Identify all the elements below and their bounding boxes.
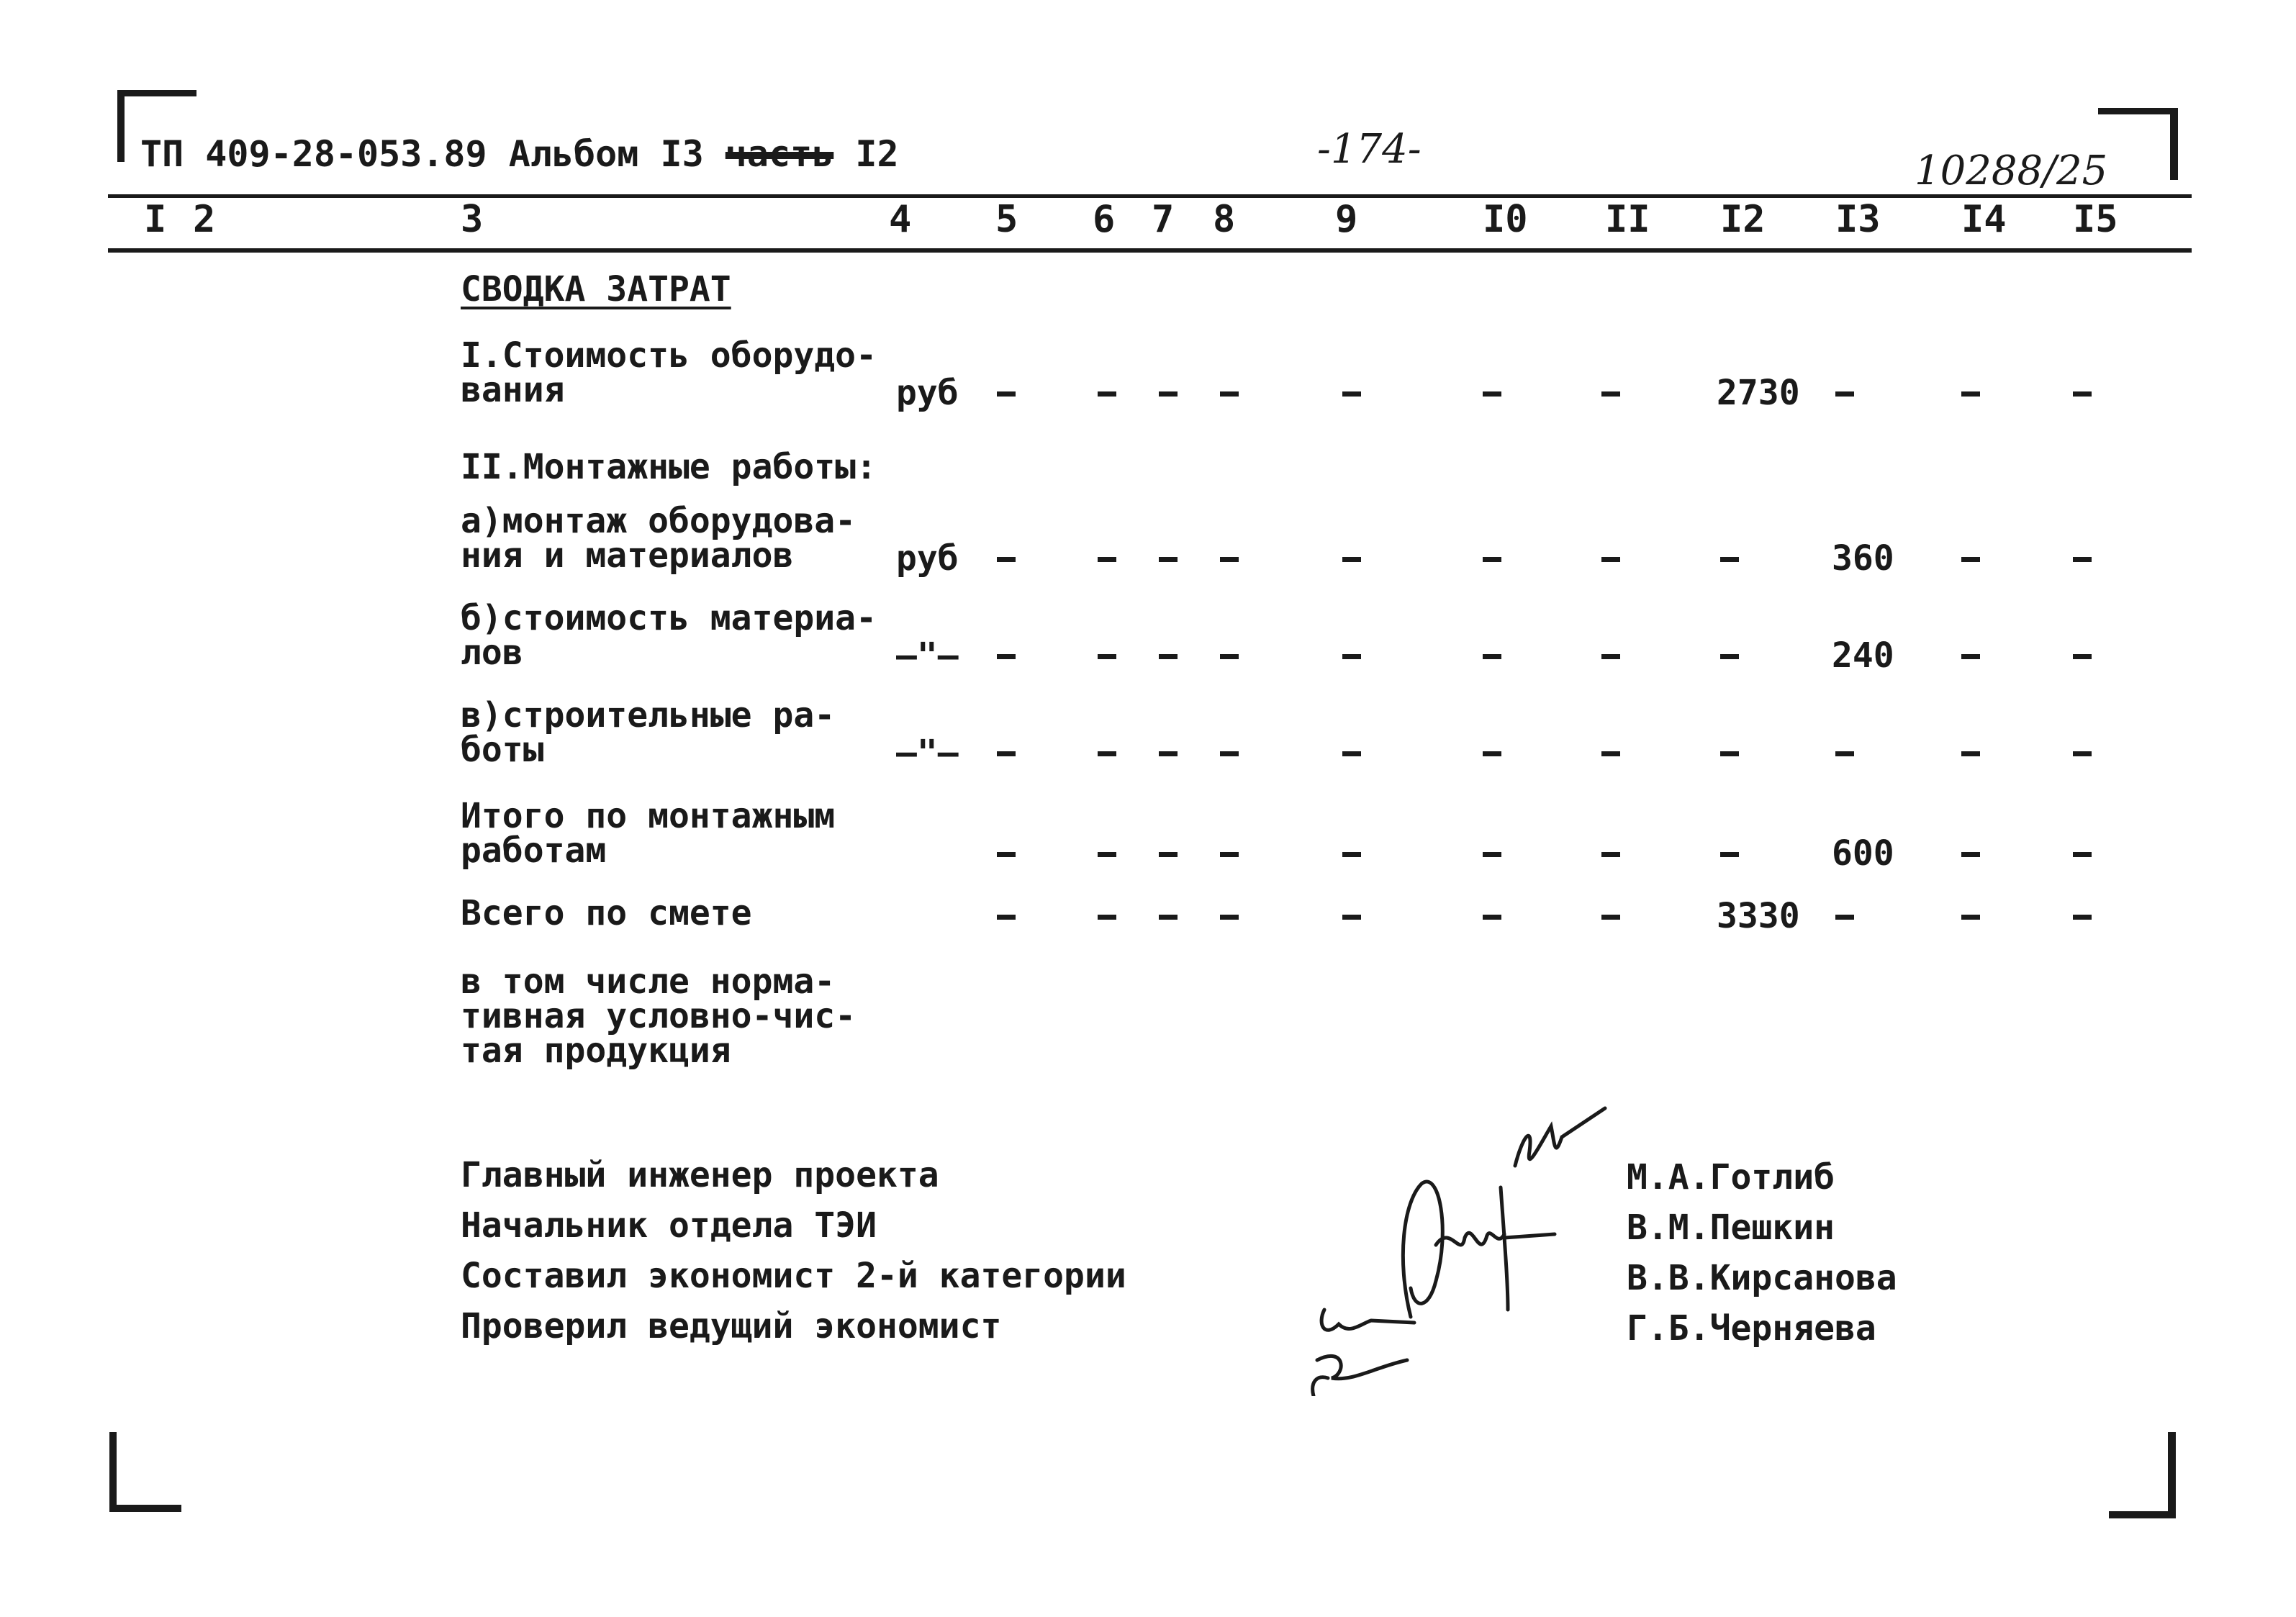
archive-code: 10288/25 bbox=[1915, 148, 2108, 194]
empty-dash-cell bbox=[997, 733, 1016, 773]
dash-mark bbox=[997, 557, 1016, 562]
row-label: боты bbox=[461, 730, 544, 770]
empty-dash-cell bbox=[1342, 635, 1361, 676]
row-label: тая продукция bbox=[461, 1031, 731, 1071]
empty-dash-cell bbox=[1483, 733, 1501, 773]
dash-mark bbox=[1220, 391, 1239, 397]
empty-dash-cell bbox=[1601, 538, 1620, 579]
column-number: II bbox=[1605, 198, 1650, 241]
column-number: I0 bbox=[1483, 198, 1528, 241]
dash-mark bbox=[1220, 557, 1239, 562]
empty-dash-cell bbox=[1159, 733, 1178, 773]
signature-role: Начальник отдела ТЭИ bbox=[461, 1205, 877, 1246]
column-number: 4 bbox=[889, 198, 912, 241]
part-number: I2 bbox=[855, 133, 899, 175]
dash-mark bbox=[2073, 915, 2092, 920]
dash-mark bbox=[2073, 654, 2092, 659]
column-number: 7 bbox=[1152, 198, 1175, 241]
dash-mark bbox=[1159, 654, 1178, 659]
dash-mark bbox=[1098, 915, 1116, 920]
dash-mark bbox=[1601, 391, 1620, 397]
empty-dash-cell bbox=[2073, 635, 2092, 676]
dash-mark bbox=[1601, 751, 1620, 756]
empty-dash-cell bbox=[1220, 833, 1239, 874]
empty-dash-cell bbox=[1159, 538, 1178, 579]
struck-word: часть bbox=[725, 133, 834, 175]
empty-dash-cell bbox=[1483, 833, 1501, 874]
signature-name: В.В.Кирсанова bbox=[1627, 1258, 1897, 1298]
dash-mark bbox=[1601, 915, 1620, 920]
document-reference bbox=[140, 133, 899, 175]
dash-mark bbox=[1220, 751, 1239, 756]
empty-dash-cell bbox=[1220, 896, 1239, 936]
doc-ref-text: ТП 409-28-053.89 Альбом I3 bbox=[140, 133, 704, 175]
dash-mark bbox=[1342, 915, 1361, 920]
empty-dash-cell bbox=[1720, 733, 1739, 773]
empty-dash-cell bbox=[997, 373, 1016, 413]
corner-bracket-bottom-right-v bbox=[2168, 1432, 2176, 1518]
column-number: 9 bbox=[1335, 198, 1358, 241]
column-number: I5 bbox=[2073, 198, 2118, 241]
dash-mark bbox=[1220, 654, 1239, 659]
dash-mark bbox=[1835, 751, 1854, 756]
row-label: II.Монтажные работы: bbox=[461, 447, 877, 487]
unit-cell: руб bbox=[896, 538, 959, 579]
signature-role: Составил экономист 2-й категории bbox=[461, 1256, 1126, 1296]
empty-dash-cell bbox=[1483, 896, 1501, 936]
empty-dash-cell bbox=[997, 833, 1016, 874]
dash-mark bbox=[1342, 557, 1361, 562]
column-number: I3 bbox=[1835, 198, 1881, 241]
empty-dash-cell bbox=[1601, 833, 1620, 874]
signature-role: Главный инженер проекта bbox=[461, 1155, 939, 1195]
dash-mark bbox=[1159, 751, 1178, 756]
signature-name: Г.Б.Черняева bbox=[1627, 1308, 1876, 1349]
dash-mark bbox=[1483, 852, 1501, 857]
empty-dash-cell bbox=[1220, 733, 1239, 773]
dash-mark bbox=[2073, 751, 2092, 756]
dash-mark bbox=[1720, 654, 1739, 659]
empty-dash-cell bbox=[2073, 538, 2092, 579]
empty-dash-cell bbox=[1961, 538, 1980, 579]
empty-dash-cell bbox=[1342, 733, 1361, 773]
dash-mark bbox=[1720, 751, 1739, 756]
dash-mark bbox=[1961, 557, 1980, 562]
corner-bracket-bottom-left-v bbox=[109, 1432, 117, 1511]
row-label: лов bbox=[461, 633, 523, 673]
corner-bracket-top-right-v bbox=[2170, 108, 2178, 180]
dash-mark bbox=[1483, 915, 1501, 920]
column-number: 2 bbox=[193, 198, 216, 241]
column-number: I4 bbox=[1961, 198, 2007, 241]
empty-dash-cell bbox=[997, 538, 1016, 579]
row-label: в)строительные ра- bbox=[461, 695, 836, 735]
dash-mark bbox=[2073, 391, 2092, 397]
dash-mark bbox=[1220, 915, 1239, 920]
column-number: 6 bbox=[1093, 198, 1116, 241]
empty-dash-cell bbox=[1098, 896, 1116, 936]
column-number: 5 bbox=[995, 198, 1018, 241]
row-label: вания bbox=[461, 370, 565, 410]
empty-dash-cell bbox=[1220, 373, 1239, 413]
empty-dash-cell bbox=[1159, 833, 1178, 874]
corner-bracket-bottom-left-h bbox=[109, 1505, 181, 1512]
dash-mark bbox=[1342, 391, 1361, 397]
empty-dash-cell bbox=[1220, 538, 1239, 579]
empty-dash-cell bbox=[1601, 733, 1620, 773]
row-label: Всего по смете bbox=[461, 893, 752, 933]
empty-dash-cell bbox=[1342, 896, 1361, 936]
row-label: в том числе норма- bbox=[461, 961, 836, 1002]
empty-dash-cell bbox=[1835, 373, 1854, 413]
empty-dash-cell bbox=[1601, 373, 1620, 413]
dash-mark bbox=[1720, 557, 1739, 562]
dash-mark bbox=[1961, 915, 1980, 920]
value-cell: 2730 bbox=[1717, 373, 1800, 413]
empty-dash-cell bbox=[1483, 373, 1501, 413]
empty-dash-cell bbox=[1961, 896, 1980, 936]
row-label: работам bbox=[461, 830, 607, 871]
dash-mark bbox=[1483, 391, 1501, 397]
empty-dash-cell bbox=[1098, 833, 1116, 874]
empty-dash-cell bbox=[997, 896, 1016, 936]
column-number: I bbox=[144, 198, 167, 241]
empty-dash-cell bbox=[997, 635, 1016, 676]
row-label: ния и материалов bbox=[461, 535, 794, 576]
column-number: I2 bbox=[1720, 198, 1766, 241]
empty-dash-cell bbox=[2073, 733, 2092, 773]
empty-dash-cell bbox=[1483, 538, 1501, 579]
value-cell: 240 bbox=[1832, 635, 1894, 676]
signature-role: Проверил ведущий экономист bbox=[461, 1306, 1002, 1346]
value-cell: 3330 bbox=[1717, 896, 1800, 936]
dash-mark bbox=[1098, 557, 1116, 562]
dash-mark bbox=[1483, 751, 1501, 756]
unit-cell: руб bbox=[896, 373, 959, 413]
dash-mark bbox=[997, 852, 1016, 857]
row-label: б)стоимость материа- bbox=[461, 598, 877, 638]
dash-mark bbox=[1342, 654, 1361, 659]
dash-mark bbox=[2073, 852, 2092, 857]
corner-bracket-bottom-right-h bbox=[2109, 1511, 2176, 1518]
empty-dash-cell bbox=[1342, 833, 1361, 874]
dash-mark bbox=[1098, 852, 1116, 857]
empty-dash-cell bbox=[1720, 833, 1739, 874]
dash-mark bbox=[1961, 391, 1980, 397]
dash-mark bbox=[1098, 391, 1116, 397]
empty-dash-cell bbox=[1342, 538, 1361, 579]
dash-mark bbox=[2073, 557, 2092, 562]
dash-mark bbox=[1159, 391, 1178, 397]
empty-dash-cell bbox=[1159, 635, 1178, 676]
dash-mark bbox=[1098, 654, 1116, 659]
empty-dash-cell bbox=[1601, 635, 1620, 676]
corner-bracket-top-left-h bbox=[117, 90, 196, 96]
dash-mark bbox=[1601, 852, 1620, 857]
dash-mark bbox=[1342, 751, 1361, 756]
empty-dash-cell bbox=[2073, 896, 2092, 936]
unit-cell: –"– bbox=[896, 733, 959, 773]
value-cell: 360 bbox=[1832, 538, 1894, 579]
dash-mark bbox=[997, 751, 1016, 756]
handwritten-signatures bbox=[1267, 1094, 1627, 1396]
dash-mark bbox=[1961, 751, 1980, 756]
empty-dash-cell bbox=[1835, 896, 1854, 936]
dash-mark bbox=[1483, 654, 1501, 659]
dash-mark bbox=[1483, 557, 1501, 562]
empty-dash-cell bbox=[2073, 373, 2092, 413]
empty-dash-cell bbox=[2073, 833, 2092, 874]
header-rule-bottom bbox=[108, 248, 2192, 253]
dash-mark bbox=[997, 391, 1016, 397]
empty-dash-cell bbox=[1159, 373, 1178, 413]
row-label: а)монтаж оборудова- bbox=[461, 501, 857, 541]
empty-dash-cell bbox=[1961, 733, 1980, 773]
empty-dash-cell bbox=[1098, 538, 1116, 579]
unit-cell: –"– bbox=[896, 635, 959, 676]
dash-mark bbox=[1835, 391, 1854, 397]
empty-dash-cell bbox=[1961, 833, 1980, 874]
dash-mark bbox=[1720, 852, 1739, 857]
empty-dash-cell bbox=[1961, 373, 1980, 413]
dash-mark bbox=[997, 654, 1016, 659]
row-label: I.Стоимость оборудо- bbox=[461, 335, 877, 376]
empty-dash-cell bbox=[1483, 635, 1501, 676]
dash-mark bbox=[1601, 557, 1620, 562]
column-number: 8 bbox=[1213, 198, 1236, 241]
dash-mark bbox=[1961, 654, 1980, 659]
empty-dash-cell bbox=[1098, 635, 1116, 676]
dash-mark bbox=[1961, 852, 1980, 857]
dash-mark bbox=[997, 915, 1016, 920]
dash-mark bbox=[1342, 852, 1361, 857]
row-label: Итого по монтажным bbox=[461, 796, 836, 836]
empty-dash-cell bbox=[1720, 538, 1739, 579]
corner-bracket-top-left-v bbox=[117, 90, 125, 162]
signature-name: М.А.Готлиб bbox=[1627, 1157, 1835, 1197]
empty-dash-cell bbox=[1961, 635, 1980, 676]
dash-mark bbox=[1835, 915, 1854, 920]
empty-dash-cell bbox=[1342, 373, 1361, 413]
row-label: тивная условно-чис- bbox=[461, 996, 857, 1036]
corner-bracket-top-right-h bbox=[2098, 108, 2178, 114]
section-title: СВОДКА ЗАТРАТ bbox=[461, 269, 731, 309]
empty-dash-cell bbox=[1098, 373, 1116, 413]
page-number: -174- bbox=[1317, 126, 1422, 173]
value-cell: 600 bbox=[1832, 833, 1894, 874]
dash-mark bbox=[1159, 557, 1178, 562]
empty-dash-cell bbox=[1601, 896, 1620, 936]
signature-name: В.М.Пешкин bbox=[1627, 1208, 1835, 1248]
empty-dash-cell bbox=[1159, 896, 1178, 936]
dash-mark bbox=[1159, 852, 1178, 857]
dash-mark bbox=[1159, 915, 1178, 920]
dash-mark bbox=[1601, 654, 1620, 659]
empty-dash-cell bbox=[1098, 733, 1116, 773]
empty-dash-cell bbox=[1835, 733, 1854, 773]
dash-mark bbox=[1098, 751, 1116, 756]
column-number: 3 bbox=[461, 198, 484, 241]
empty-dash-cell bbox=[1220, 635, 1239, 676]
empty-dash-cell bbox=[1720, 635, 1739, 676]
dash-mark bbox=[1220, 852, 1239, 857]
